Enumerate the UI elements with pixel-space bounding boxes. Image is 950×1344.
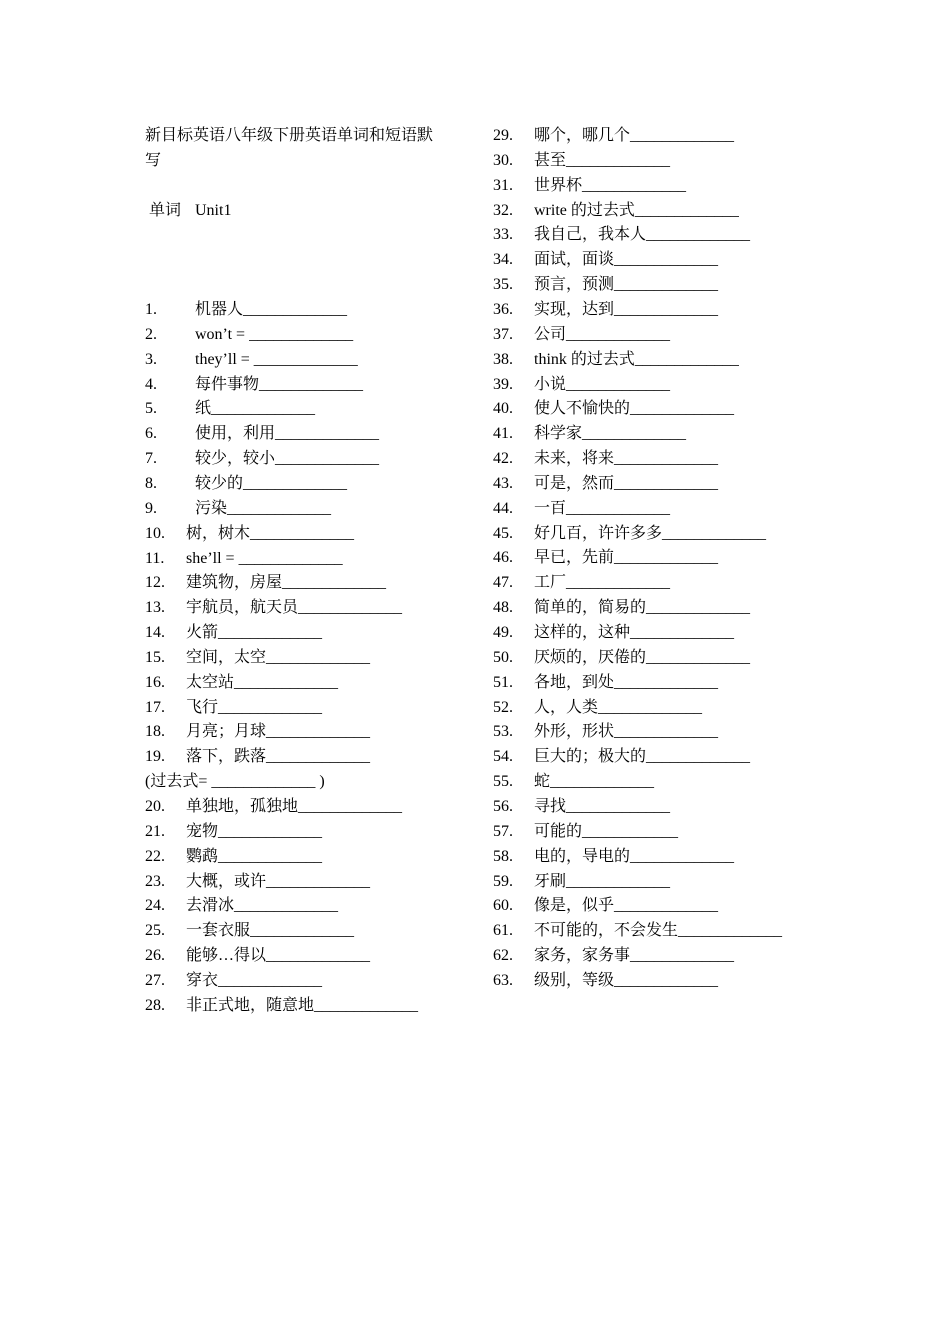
vocabulary-item: write 的过去式_____________: [534, 201, 739, 219]
vocabulary-item: 使用，利用_____________: [195, 425, 380, 443]
item-number: 55.: [493, 773, 513, 791]
vocabulary-item: think 的过去式_____________: [534, 350, 739, 368]
item-number: 30.: [493, 151, 513, 169]
vocabulary-item: 蛇_____________: [534, 773, 655, 791]
item-number: 42.: [493, 450, 513, 468]
vocabulary-item: 去滑冰_____________: [186, 897, 339, 915]
vocabulary-item: 树，树木_____________: [186, 524, 355, 542]
vocabulary-item: 各地，到处_____________: [534, 673, 719, 691]
item-number: 12.: [145, 574, 165, 592]
vocabulary-item: 火箭_____________: [186, 624, 323, 642]
item-number: 5.: [145, 400, 157, 418]
item-number: 21.: [145, 822, 165, 840]
vocabulary-item: 厌烦的，厌倦的_____________: [534, 648, 751, 666]
vocabulary-item: 级别，等级_____________: [534, 971, 719, 989]
vocabulary-item: 巨大的；极大的_____________: [534, 748, 751, 766]
vocabulary-item: 简单的，简易的_____________: [534, 599, 751, 617]
vocabulary-item: 宠物_____________: [186, 822, 323, 840]
item-number: 32.: [493, 201, 513, 219]
item-number: 14.: [145, 624, 165, 642]
vocabulary-item: 建筑物，房屋_____________: [186, 574, 387, 592]
item-number: 44.: [493, 499, 513, 517]
item-number: 57.: [493, 822, 513, 840]
item-number: 31.: [493, 176, 513, 194]
item-number: 20.: [145, 798, 165, 815]
vocabulary-item: 可能的____________: [534, 822, 679, 840]
item-number: 7.: [145, 450, 157, 468]
item-number: 45.: [493, 524, 513, 542]
vocabulary-item: 实现，达到_____________: [534, 300, 719, 318]
item-number: 8.: [145, 474, 157, 492]
vocabulary-item: (过去式= _____________ ): [145, 773, 325, 791]
item-number: 35.: [493, 276, 513, 294]
item-number: 46.: [493, 549, 513, 567]
vocabulary-item: 落下，跌落_____________: [186, 748, 371, 766]
item-number: 27.: [145, 971, 165, 989]
item-number: 43.: [493, 474, 513, 492]
item-number: 47.: [493, 574, 513, 592]
item-number: 52.: [493, 698, 513, 716]
vocabulary-item: 科学家_____________: [534, 425, 687, 443]
vocabulary-item: 预言，预测_____________: [534, 276, 719, 294]
vocabulary-item: 工厂_____________: [534, 574, 671, 592]
vocabulary-item: 面试，面谈_____________: [534, 251, 719, 269]
vocabulary-item: 哪个，哪几个_____________: [534, 127, 735, 144]
vocabulary-item: 穿衣_____________: [186, 971, 323, 989]
item-number: 59.: [493, 872, 513, 890]
item-number: 56.: [493, 797, 513, 815]
vocabulary-item: 早已，先前_____________: [534, 549, 719, 567]
item-number: 58.: [493, 847, 513, 865]
vocabulary-item: 空间，太空_____________: [186, 648, 371, 666]
item-number: 38.: [493, 350, 513, 368]
item-number: 10.: [145, 524, 165, 542]
page-title-continued: 写: [145, 152, 162, 169]
item-number: 18.: [145, 723, 165, 741]
item-number: 54.: [493, 748, 513, 766]
vocabulary-item: 我自己，我本人_____________: [534, 226, 751, 244]
item-number: 33.: [493, 226, 513, 244]
vocabulary-item: 大概，或许_____________: [186, 872, 371, 890]
vocabulary-item: 月亮；月球_____________: [186, 723, 371, 741]
vocabulary-item: won’t = _____________: [195, 325, 354, 343]
item-number: 34.: [493, 251, 513, 269]
vocabulary-item: 可是，然而_____________: [534, 474, 719, 492]
vocabulary-item: 太空站_____________: [186, 673, 339, 691]
vocabulary-item: 单独地，孤独地_____________: [186, 798, 403, 815]
vocabulary-item: 未来，将来_____________: [534, 450, 719, 468]
vocabulary-item: 不可能的，不会发生_____________: [534, 922, 783, 940]
item-number: 39.: [493, 375, 513, 393]
item-number: 9.: [145, 499, 157, 517]
vocabulary-item: 寻找_____________: [534, 797, 671, 815]
vocabulary-item: 较少，较小_____________: [195, 450, 380, 468]
item-number: 3.: [145, 350, 157, 368]
vocabulary-item: 一百_____________: [534, 499, 671, 517]
vocabulary-item: 非正式地，随意地_____________: [186, 996, 419, 1014]
section-label: 单词: [149, 202, 182, 219]
item-number: 40.: [493, 400, 513, 418]
item-number: 28.: [145, 996, 165, 1014]
item-number: 23.: [145, 872, 165, 890]
item-number: 17.: [145, 698, 165, 716]
vocabulary-item: 电的，导电的_____________: [534, 847, 735, 865]
vocabulary-item: 使人不愉快的_____________: [534, 400, 735, 418]
vocabulary-item: 小说_____________: [534, 375, 671, 393]
vocabulary-item: 一套衣服_____________: [186, 922, 355, 940]
vocabulary-item: 鹦鹉_____________: [186, 847, 323, 865]
item-number: 41.: [493, 425, 513, 443]
unit-label: Unit1: [195, 202, 232, 219]
item-number: 61.: [493, 922, 513, 940]
item-number: 29.: [493, 127, 513, 144]
vocabulary-item: 机器人_____________: [195, 301, 348, 318]
vocabulary-item: 好几百，许许多多_____________: [534, 524, 767, 542]
item-number: 25.: [145, 922, 165, 940]
vocabulary-item: 外形，形状_____________: [534, 723, 719, 741]
vocabulary-item: she’ll = _____________: [186, 549, 343, 567]
vocabulary-item: 世界杯_____________: [534, 176, 687, 194]
item-number: 15.: [145, 648, 165, 666]
item-number: 1.: [145, 301, 157, 318]
item-number: 24.: [145, 897, 165, 915]
item-number: 53.: [493, 723, 513, 741]
vocabulary-item: 像是，似乎_____________: [534, 897, 719, 915]
item-number: 37.: [493, 325, 513, 343]
vocabulary-item: 公司_____________: [534, 325, 671, 343]
vocabulary-item: 家务，家务事_____________: [534, 947, 735, 965]
vocabulary-item: 污染_____________: [195, 499, 332, 517]
page-title: 新目标英语八年级下册英语单词和短语默: [145, 127, 434, 144]
vocabulary-item: 牙刷_____________: [534, 872, 671, 890]
vocabulary-item: 能够…得以_____________: [186, 947, 371, 965]
vocabulary-item: 纸_____________: [195, 400, 316, 418]
vocabulary-item: 飞行_____________: [186, 698, 323, 716]
vocabulary-item: they’ll = _____________: [195, 350, 358, 368]
item-number: 50.: [493, 648, 513, 666]
item-number: 36.: [493, 300, 513, 318]
item-number: 51.: [493, 673, 513, 691]
vocabulary-item: 人，人类_____________: [534, 698, 703, 716]
item-number: 6.: [145, 425, 157, 443]
item-number: 60.: [493, 897, 513, 915]
item-number: 16.: [145, 673, 165, 691]
item-number: 48.: [493, 599, 513, 617]
item-number: 63.: [493, 971, 513, 989]
item-number: 11.: [145, 549, 165, 567]
vocabulary-item: 这样的，这种_____________: [534, 624, 735, 641]
item-number: 2.: [145, 325, 157, 343]
item-number: 49.: [493, 624, 513, 641]
item-number: 4.: [145, 375, 157, 393]
vocabulary-item: 较少的_____________: [195, 474, 348, 492]
item-number: 62.: [493, 947, 513, 965]
item-number: 22.: [145, 847, 165, 865]
vocabulary-item: 宇航员，航天员_____________: [186, 599, 403, 617]
vocabulary-item: 甚至_____________: [534, 151, 671, 169]
item-number: 19.: [145, 748, 165, 766]
item-number: 13.: [145, 599, 165, 617]
item-number: 26.: [145, 947, 165, 965]
vocabulary-item: 每件事物_____________: [195, 375, 364, 393]
